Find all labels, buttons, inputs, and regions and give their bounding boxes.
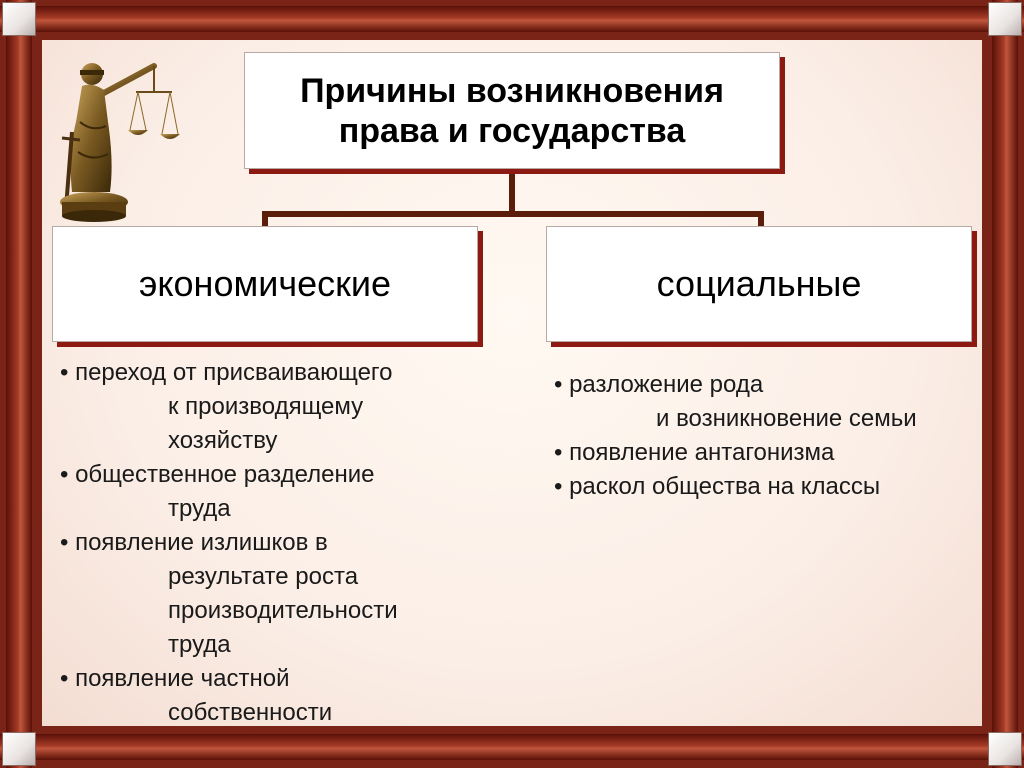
social-category-box [546, 226, 972, 342]
connector-right-drop [758, 211, 764, 227]
lady-justice-icon [58, 52, 188, 222]
list-item: • раскол общества на классы [554, 470, 974, 504]
frame-corner-top-right [988, 2, 1022, 36]
list-item: • появление антагонизма [554, 436, 974, 470]
connector-left-drop [262, 211, 268, 227]
economic-reasons-list [60, 356, 480, 730]
frame-left-bar [6, 0, 32, 768]
economic-category-box [52, 226, 478, 342]
social-category-label: социальные [656, 263, 862, 304]
title-line-1: Причины возникновения [300, 71, 724, 110]
list-item: • переход от присваивающего к производящему хозяйству [60, 356, 480, 458]
frame-corner-bottom-left [2, 732, 36, 766]
list-item: • общественное разделение труда [60, 458, 480, 526]
list-item: • разложение рода и возникновение семьи [554, 368, 974, 436]
connector-horizontal [262, 211, 764, 217]
list-item: • появление излишков в результате роста производительности труда [60, 526, 480, 662]
page-title [300, 71, 724, 151]
frame-corner-bottom-right [988, 732, 1022, 766]
title-box [244, 52, 780, 169]
economic-category-label: экономические [139, 263, 391, 304]
social-reasons-list [554, 368, 974, 504]
frame-right-bar [992, 0, 1018, 768]
connector-vertical-top [509, 169, 515, 215]
list-item: • появление частной собственности [60, 662, 480, 730]
title-line-2: права и государства [338, 111, 686, 150]
frame-corner-top-left [2, 2, 36, 36]
frame-bottom-bar [0, 734, 1024, 760]
frame-top-bar [0, 6, 1024, 32]
